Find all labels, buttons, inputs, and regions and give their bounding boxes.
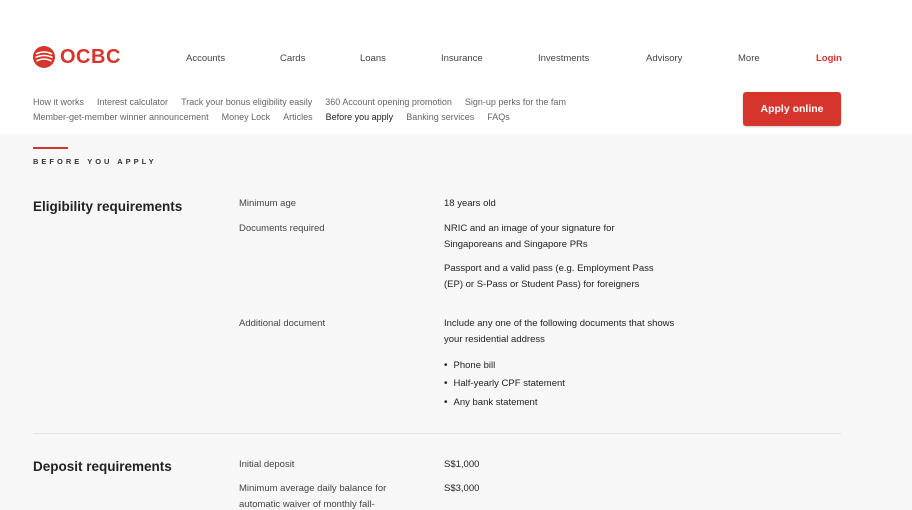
list-item: • Phone bill [444,356,565,375]
nav-item-accounts[interactable]: Accounts [186,53,226,64]
min-balance-label: Minimum average daily balance for automatic waiver of monthly fall- [239,483,387,510]
eligibility-title: Eligibility requirements [33,199,183,214]
documents-required-label: Documents required [239,223,325,234]
login-link[interactable]: Login [816,53,842,64]
nav-item-loans[interactable]: Loans [360,53,386,64]
subnav-signup-perks[interactable]: Sign-up perks for the fam [464,97,566,107]
section-accent-bar [33,147,68,149]
main-nav [0,53,912,67]
list-item: • Half-yearly CPF statement [444,375,565,394]
list-item: • Any bank statement [444,393,565,412]
nav-item-investments[interactable]: Investments [538,53,590,64]
initial-deposit-value: S$1,000 [444,459,480,470]
additional-document-list [444,356,565,412]
subnav-before-you-apply[interactable]: Before you apply [325,112,394,122]
before-you-apply-section [0,134,912,510]
additional-document-value: Include any one of the following documents that shows your residential address [444,318,675,345]
apply-online-button[interactable]: Apply online [743,92,841,126]
subnav-row-1 [33,97,566,107]
min-age-label: Minimum age [239,198,297,209]
nav-item-cards[interactable]: Cards [280,53,306,64]
subnav-faqs[interactable]: FAQs [487,112,510,122]
subnav-banking-services[interactable]: Banking services [406,112,475,122]
documents-required-value-1: NRIC and an image of your signature for Singaporeans and Singapore PRs [444,223,615,250]
nav-item-advisory[interactable]: Advisory [646,53,683,64]
additional-document-label: Additional document [239,318,326,329]
subnav-interest-calculator[interactable]: Interest calculator [97,97,169,107]
subnav-track-bonus[interactable]: Track your bonus eligibility easily [181,97,313,107]
documents-required-value-2: Passport and a valid pass (e.g. Employment Pass (EP) or S-Pass or Student Pass) for foreigners [444,263,654,290]
initial-deposit-label: Initial deposit [239,459,295,470]
subnav-360-promotion[interactable]: 360 Account opening promotion [325,97,452,107]
subnav-how-it-works[interactable]: How it works [33,97,85,107]
subnav-articles[interactable]: Articles [283,112,313,122]
min-balance-value: S$3,000 [444,483,480,494]
brand-name: OCBC [60,45,121,68]
nav-item-more[interactable]: More [738,53,760,64]
subnav-row-2 [33,112,510,122]
deposit-title: Deposit requirements [33,459,172,474]
section-eyebrow: BEFORE YOU APPLY [33,157,157,166]
section-divider [33,433,841,434]
nav-item-insurance[interactable]: Insurance [441,53,483,64]
min-age-value: 18 years old [444,198,496,209]
subnav-money-lock[interactable]: Money Lock [221,112,271,122]
subnav-member-get-member[interactable]: Member-get-member winner announcement [33,112,209,122]
